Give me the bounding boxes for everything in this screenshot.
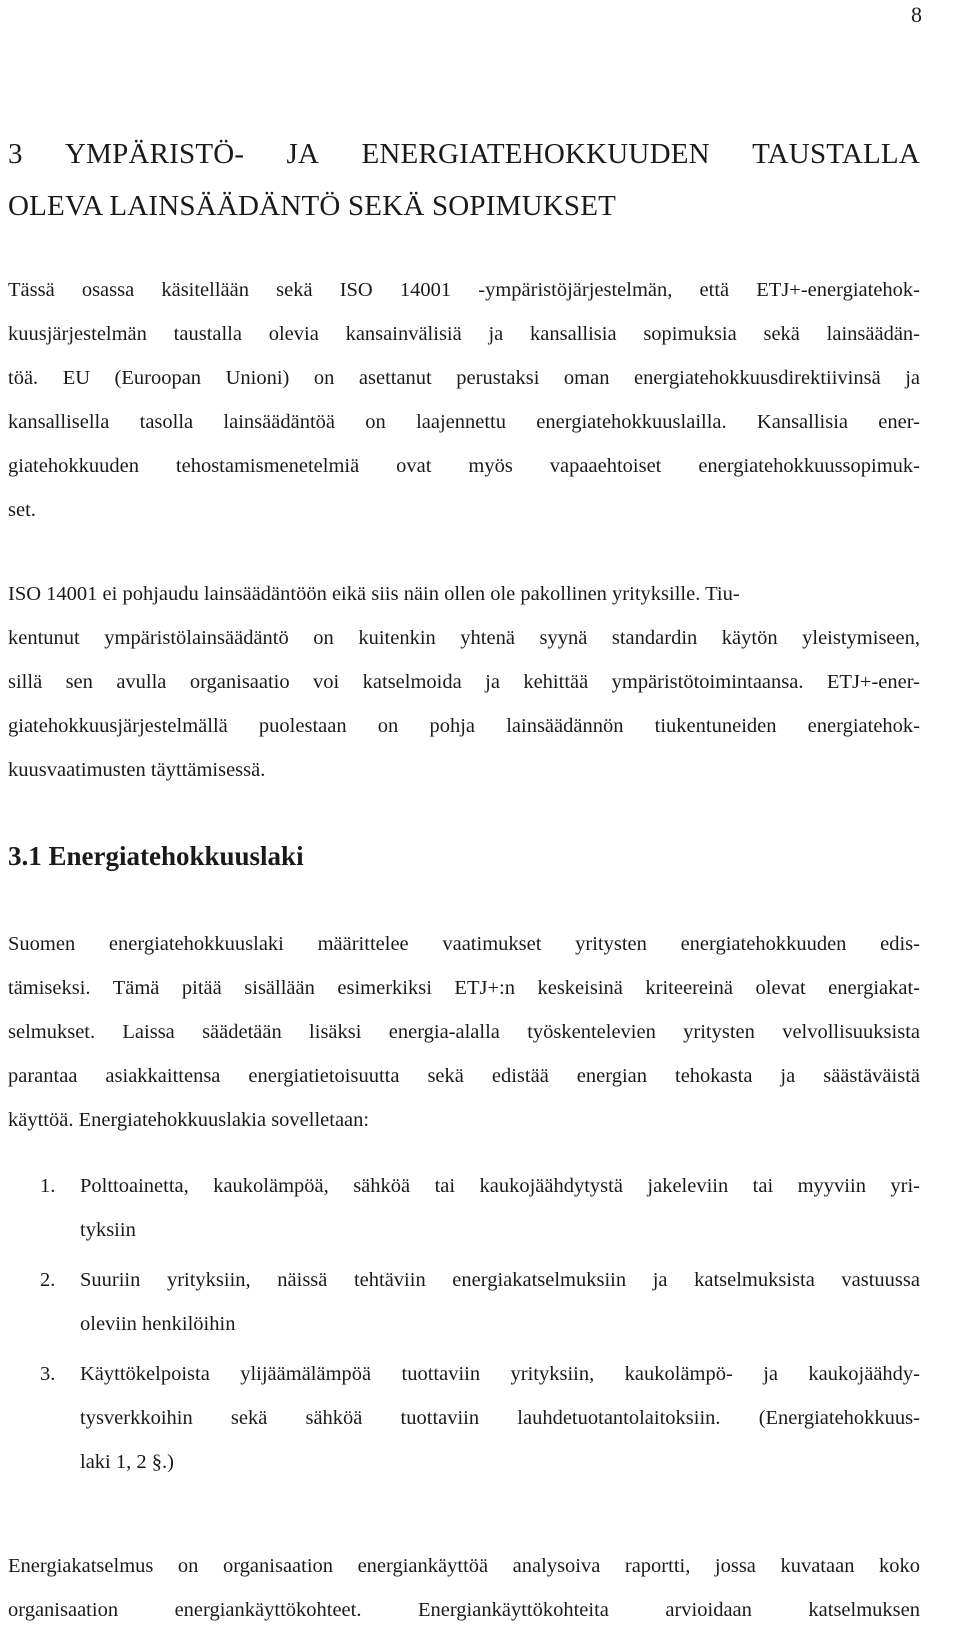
list-item xyxy=(8,1352,920,1484)
text-line: tysverkkoihin sekä sähköä tuottaviin lauhdetuotantolaitoksiin. (Energiatehokkuus- xyxy=(80,1407,920,1429)
chapter-heading-word: YMPÄRISTÖ- xyxy=(64,138,245,170)
text-line: sillä sen avulla organisaatio voi katselmoida ja kehittää ympäristötoimintaansa. ETJ+-ener- xyxy=(8,671,920,693)
list-item-number: 3. xyxy=(40,1363,56,1385)
text-line: set. xyxy=(8,499,36,521)
text-line: ISO 14001 ei pohjaudu lainsäädäntöön eikä siis näin ollen ole pakollinen yrityksille. Tiu- xyxy=(8,583,740,605)
text-line: käyttöä. Energiatehokkuuslakia sovelletaan: xyxy=(8,1109,370,1131)
intro-paragraph xyxy=(8,268,920,532)
page-number: 8 xyxy=(911,2,922,27)
final-paragraph xyxy=(8,1544,920,1632)
section-heading: 3.1 Energiatehokkuuslaki xyxy=(8,841,304,871)
text-line: töä. EU (Euroopan Unioni) on asettanut perustaksi oman energiatehokkuusdirektiivinsä ja xyxy=(8,367,920,389)
list-item-text xyxy=(80,1164,920,1252)
text-line: selmukset. Laissa säädetään lisäksi energia-alalla työskentelevien yritysten velvollisuuksista xyxy=(8,1021,920,1043)
text-line: Energiakatselmus on organisaation energiankäyttöä analysoiva raportti, jossa kuvataan koko xyxy=(8,1555,920,1577)
law-paragraph xyxy=(8,922,920,1142)
text-line: giatehokkuusjärjestelmällä puolestaan on pohja lainsäädännön tiukentuneiden energiatehok- xyxy=(8,715,920,737)
iso-paragraph xyxy=(8,572,920,792)
chapter-heading-word: TAUSTALLA xyxy=(752,138,920,170)
text-line: Käyttökelpoista ylijäämälämpöä tuottaviin yrityksiin, kaukolämpö- ja kaukojäähdy- xyxy=(80,1363,920,1385)
list-item-number: 1. xyxy=(40,1175,56,1197)
text-line: kuusjärjestelmän taustalla olevia kansainvälisiä ja kansallisia sopimuksia sekä lainsäädän- xyxy=(8,323,920,345)
text-line: tyksiin xyxy=(80,1219,136,1241)
text-line: tämiseksi. Tämä pitää sisällään esimerkiksi ETJ+:n keskeisinä kriteereinä olevat energiakat- xyxy=(8,977,920,999)
text-line: organisaation energiankäyttökohteet. Energiankäyttökohteita arvioidaan katselmuksen xyxy=(8,1599,920,1621)
text-line: giatehokkuuden tehostamismenetelmiä ovat myös vapaaehtoiset energiatehokkuussopimuk- xyxy=(8,455,920,477)
text-line: parantaa asiakkaittensa energiatietoisuutta sekä edistää energian tehokasta ja säästäväistä xyxy=(8,1065,920,1087)
text-line: Tässä osassa käsitellään sekä ISO 14001 -ympäristöjärjestelmän, että ETJ+-energiatehok- xyxy=(8,279,920,301)
chapter-heading-word: JA xyxy=(286,138,320,170)
list-item-text xyxy=(80,1258,920,1346)
text-line: kentunut ympäristölainsäädäntö on kuitenkin yhtenä syynä standardin käytön yleistymiseen, xyxy=(8,627,920,649)
text-line: Polttoainetta, kaukolämpöä, sähköä tai kaukojäähdytystä jakeleviin tai myyviin yri- xyxy=(80,1175,920,1197)
chapter-heading-word: ENERGIATEHOKKUUDEN xyxy=(361,138,710,170)
text-line: kansallisella tasolla lainsäädäntöä on laajennettu energiatehokkuuslailla. Kansallisia ener- xyxy=(8,411,920,433)
list-item xyxy=(8,1164,920,1252)
list-item-text xyxy=(80,1352,920,1484)
application-list xyxy=(8,1164,920,1490)
text-line: laki 1, 2 §.) xyxy=(80,1451,174,1473)
chapter-heading-line-1 xyxy=(8,128,920,180)
text-line: Suomen energiatehokkuuslaki määrittelee vaatimukset yritysten energiatehokkuuden edis- xyxy=(8,933,920,955)
chapter-heading-line-2: OLEVA LAINSÄÄDÄNTÖ SEKÄ SOPIMUKSET xyxy=(8,190,617,222)
text-line: kuusvaatimusten täyttämisessä. xyxy=(8,759,266,781)
list-item xyxy=(8,1258,920,1346)
text-line: Suuriin yrityksiin, näissä tehtäviin energiakatselmuksiin ja katselmuksista vastuussa xyxy=(80,1269,920,1291)
chapter-heading xyxy=(8,128,920,232)
list-item-number: 2. xyxy=(40,1269,56,1291)
text-line: oleviin henkilöihin xyxy=(80,1313,236,1335)
chapter-heading-word: 3 xyxy=(8,138,23,170)
